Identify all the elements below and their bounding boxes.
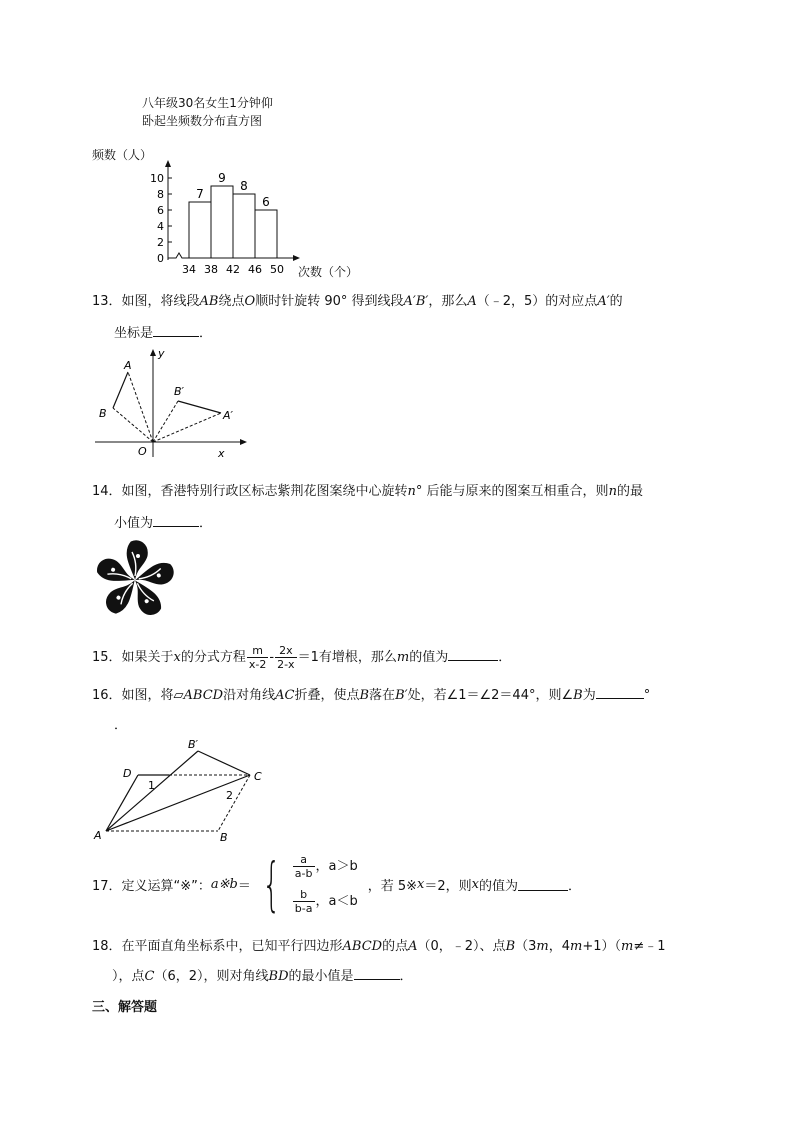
q14-answer-blank[interactable] (153, 514, 199, 527)
q16-line1 (92, 684, 650, 703)
q13-text-f: 的 (609, 294, 623, 309)
q16-text-f: 为 (582, 688, 596, 703)
q15-f2-den: 2-x (277, 658, 295, 671)
chart-ylabel: 频数（人） (92, 148, 153, 162)
bar-value-label: 6 (262, 195, 270, 209)
q18-line2-c: 的最小值是 (288, 969, 354, 984)
q17-c1-num: a (293, 853, 315, 867)
q17-piecewise-brace: { (262, 850, 281, 918)
q14-text-c: 的最 (616, 484, 643, 499)
q15-f2-num: 2x (275, 644, 296, 658)
q13-text-c: 顺时针旋转 90° 得到线段 (255, 294, 404, 309)
q17-c2-cond: ，a＜b (315, 894, 358, 909)
q15-line (92, 644, 511, 671)
q18-text-a: 18．在平面直角坐标系中，已知平行四边形 (92, 939, 343, 954)
q13-text-e: （﹣2，5）的对应点 (476, 294, 598, 309)
q18-c: C (144, 969, 155, 984)
q16-text-b: 沿对角线 (223, 688, 276, 703)
q17-eq: ＝ (237, 878, 251, 894)
q15-minus: - (269, 650, 275, 665)
q18-abcd: ABCD (342, 939, 383, 954)
y-tick-label: 6 (157, 204, 164, 217)
q13-a: A (467, 294, 477, 309)
q16-text-e: 处，若∠1＝∠2＝44°，则∠ (407, 688, 574, 703)
q17-end: ． (568, 878, 582, 894)
q16-label-2: 2 (226, 789, 233, 802)
q16-label-a: A (94, 829, 102, 842)
q17-c1-cond: ，a＞b (315, 859, 358, 874)
q17-c2-fraction (293, 888, 315, 915)
q15-f1-num: m (247, 644, 268, 658)
q18-b: B (505, 939, 516, 954)
q17-text-d: 的值为 (478, 878, 518, 894)
q18-text-g: ≠﹣1 (633, 939, 666, 954)
q18-m3: m (621, 939, 634, 954)
y-axis-arrow (165, 160, 171, 167)
q17-c2-den: b-a (294, 902, 313, 915)
section-heading: 三、解答题 (92, 1000, 158, 1015)
q16-text-c: 折叠，使点 (294, 688, 360, 703)
q13-line2-text: 坐标是 (114, 326, 154, 341)
q17-answer-blank[interactable] (518, 878, 568, 891)
chart-title-line2: 卧起坐频数分布直方图 (142, 114, 263, 128)
q17-case-1 (292, 853, 358, 880)
q15-x: x (173, 650, 181, 665)
q13-o: O (244, 294, 256, 309)
q18-text-b: 的点 (382, 939, 409, 954)
histogram-bar (255, 210, 277, 258)
q16-text-d: 落在 (369, 688, 396, 703)
x-tick-label: 50 (270, 263, 284, 276)
q18-text-e: ，4 (548, 939, 571, 954)
histogram-bar (189, 202, 211, 258)
q16-answer-blank[interactable] (596, 686, 644, 699)
q18-a: A (408, 939, 418, 954)
x-axis-arrow (293, 255, 300, 261)
q18-line2 (112, 965, 413, 984)
q15-answer-blank[interactable] (448, 648, 498, 661)
q13-line2 (114, 322, 212, 341)
q13-answer-blank[interactable] (153, 324, 199, 337)
q13-text-a: 13．如图，将线段 (92, 294, 200, 309)
q14-text-a: 14．如图，香港特别行政区标志紫荆花图案绕中心旋转 (92, 484, 408, 499)
y-tick-label: 0 (157, 252, 164, 265)
q17-x1: x (417, 876, 425, 892)
q14-line2-end: ． (199, 516, 213, 531)
histogram-chart (140, 160, 300, 280)
q14-line2-text: 小值为 (114, 516, 154, 531)
q13-ab: AB (199, 294, 219, 309)
q16-text-a: 16．如图，将▱ (92, 688, 184, 703)
q15-m: m (396, 650, 410, 665)
bauhinia-flower-figure (93, 538, 177, 622)
q15-text-a: 15．如果关于 (92, 650, 174, 665)
q18-line2-end: ． (399, 969, 413, 984)
q18-text-c: （0，﹣2）、点 (417, 939, 506, 954)
q16-label-c: C (254, 770, 262, 783)
q16-line2-text: ． (114, 718, 128, 733)
q13-ap: A′ (597, 294, 610, 309)
q16-label-d: D (123, 767, 132, 780)
q16-abcd: ABCD (183, 688, 224, 703)
q15-fraction-1 (247, 644, 268, 671)
q13-line1 (92, 290, 623, 309)
y-tick-label: 4 (157, 220, 164, 233)
q17-expr: a※b (210, 876, 238, 892)
q14-line1 (92, 480, 643, 499)
histogram-bar (211, 186, 233, 258)
q16-figure (90, 735, 275, 845)
q13-label-o: O (138, 445, 147, 458)
x-tick-label: 42 (226, 263, 240, 276)
q18-m2: m (570, 939, 583, 954)
y-tick-label: 10 (150, 172, 164, 185)
q14-line2 (114, 512, 212, 531)
histogram-bar (233, 194, 255, 258)
q18-line2-b: （6，2），则对角线 (154, 969, 269, 984)
bar-value-label: 7 (196, 187, 204, 201)
q15-text-b: 的分式方程 (180, 650, 246, 665)
chart-title-line1: 八年级30名女生1分钟仰 (142, 96, 273, 110)
q13-label-b: B (99, 407, 107, 420)
x-tick-label: 38 (204, 263, 218, 276)
q13-text-b: 绕点 (218, 294, 245, 309)
q18-text-d: （3 (515, 939, 537, 954)
q16-label-1: 1 (148, 779, 155, 792)
chart-xlabel: 次数（个） (298, 265, 359, 279)
q15-fraction-2 (275, 644, 296, 671)
q17-x2: x (471, 876, 479, 892)
q17-c1-fraction (293, 853, 315, 880)
bar-value-label: 9 (218, 171, 226, 185)
q13-label-ap: A′ (223, 409, 234, 422)
q18-bd: BD (268, 969, 289, 984)
q16-b2: B (573, 688, 583, 703)
q16-bp: B′ (395, 688, 408, 703)
q17-text-b: ，若 5※ (367, 878, 418, 894)
y-tick-label: 2 (157, 236, 164, 249)
q17-c1-den: a-b (294, 867, 313, 880)
q13-label-y: y (158, 347, 165, 360)
q17-line (92, 848, 581, 920)
q13-label-a: A (124, 359, 132, 372)
q13-label-x: x (218, 447, 225, 460)
q18-line2-a: ），点 (112, 969, 145, 984)
q16-label-b: B (220, 831, 228, 844)
q16-deg: ° (643, 688, 651, 703)
x-tick-label: 34 (182, 263, 196, 276)
q16-ac: AC (275, 688, 295, 703)
q17-text-a: 17．定义运算“※”： (92, 878, 211, 894)
q15-text-c: ＝1有增根，那么 (297, 650, 397, 665)
q17-c2-num: b (293, 888, 315, 902)
bar-value-label: 8 (240, 179, 248, 193)
q13-apbp: A′B′ (403, 294, 429, 309)
q18-text-f: +1）（ (582, 939, 622, 954)
q17-case-2 (292, 888, 358, 915)
q13-figure (90, 345, 250, 460)
q16-b: B (359, 688, 370, 703)
q17-piecewise-cases (292, 853, 358, 915)
q18-m1: m (536, 939, 549, 954)
q14-n2: n (608, 484, 617, 499)
q13-line2-end: ． (199, 326, 213, 341)
y-tick-label: 8 (157, 188, 164, 201)
q18-line1 (92, 935, 666, 954)
q16-line2 (114, 714, 127, 733)
q15-end: ． (498, 650, 512, 665)
q15-text-d: 的值为 (409, 650, 449, 665)
q16-label-bp: B′ (188, 738, 199, 751)
q14-text-b: ° 后能与原来的图案互相重合，则 (415, 484, 609, 499)
x-tick-label: 46 (248, 263, 262, 276)
q13-text-d: ，那么 (428, 294, 468, 309)
q18-answer-blank[interactable] (354, 967, 400, 980)
q13-label-bp: B′ (174, 385, 185, 398)
q14-n: n (407, 484, 416, 499)
q17-text-c: ＝2，则 (424, 878, 472, 894)
q15-f1-den: x-2 (248, 658, 267, 671)
